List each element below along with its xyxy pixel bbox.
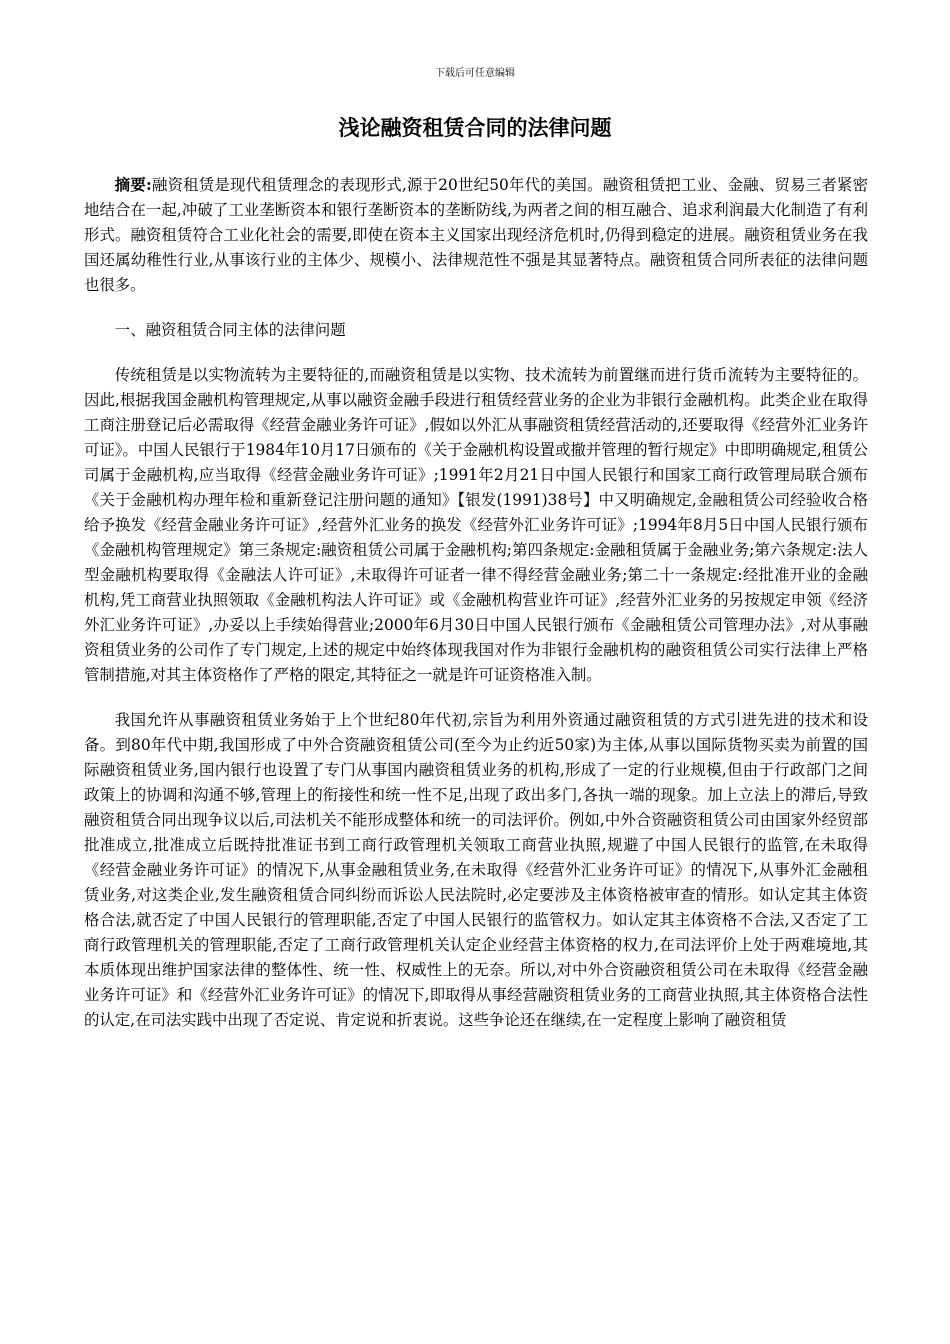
abstract-label: 摘要:	[114, 176, 152, 194]
section-heading: 一、融资租赁合同主体的法律问题	[114, 321, 346, 339]
document-body	[84, 173, 868, 1033]
header-note: 下载后可任意编辑	[435, 68, 515, 79]
abstract-paragraph	[84, 173, 868, 298]
document-title: 浅论融资租赁合同的法律问题	[338, 115, 612, 140]
body-paragraph-2: 我国允许从事融资租赁业务始于上个世纪80年代初,宗旨为利用外资通过融资租赁的方式引进先进的技术和设备。到80年代中期,我国形成了中外合资融资租赁公司(至今为止约近50家)为主体,从事以国际货物买卖为前置的国际融资租赁业务,国内银行也设置了专门从事国内融资租赁业务的机构,形成了一定的行业规模,但由于行政部门之间政策上的协调和沟通不够,管理上的衔接性和统一性不足,出现了政出多门,各执一端的现象。加上立法上的滞后,导致融资租赁合同出现争议以后,司法机关不能形成整体和统一的司法评价。例如,中外合资融资租赁公司由国家外经贸部批准成立,批准成立后既持批准证书到工商行政管理机关领取工商营业执照,规避了中国人民银行的监管,在未取得《经营金融业务许可证》的情况下,从事金融租赁业务,在未取得《经营外汇业务许可证》的情况下,从事外汇金融租赁业务,对这类企业,发生融资租赁合同纠纷而诉讼人民法院时,必定要涉及主体资格被审查的情形。如认定其主体资格合法,就否定了中国人民银行的管理职能,否定了中国人民银行的监管权力。如认定其主体资格不合法,又否定了工商行政管理机关的管理职能,否定了工商行政管理机关认定企业经营主体资格的权力,在司法评价上处于两难境地,其本质体现出维护国家法律的整体性、统一性、权威性上的无奈。所以,对中外合资融资租赁公司在未取得《经营金融业务许可证》和《经营外汇业务许可证》的情况下,即取得从事经营融资租赁业务的工商营业执照,其主体资格合法性的认定,在司法实践中出现了否定说、肯定说和折衷说。这些争论还在继续,在一定程度上影响了融资租赁	[84, 711, 868, 1029]
abstract-text: 融资租赁是现代租赁理念的表现形式,源于20世纪50年代的美国。融资租赁把工业、金融、贸易三者紧密地结合在一起,冲破了工业垄断资本和银行垄断资本的垄断防线,为两者之间的相互融合、追求利润最大化制造了有利形式。融资租赁符合工业化社会的需要,即使在资本主义国家出现经济危机时,仍得到稳定的进展。融资租赁业务在我国还属幼稚性行业,从事该行业的主体少、规模小、法律规范性不强是其显著特点。融资租赁合同所表征的法律问题也很多。	[84, 176, 868, 294]
body-paragraph-1: 传统租赁是以实物流转为主要特征的,而融资租赁是以实物、技术流转为前置继而进行货币流转为主要特征的。因此,根据我国金融机构管理规定,从事以融资金融手段进行租赁经营业务的企业为非银行金融机构。此类企业在取得工商注册登记后必需取得《经营金融业务许可证》,假如以外汇从事融资租赁经营活动的,还要取得《经营外汇业务许可证》。中国人民银行于1984年10月17日颁布的《关于金融机构设置或撤并管理的暂行规定》中即明确规定,租赁公司属于金融机构,应当取得《经营金融业务许可证》;1991年2月21日中国人民银行和国家工商行政管理局联合颁布《关于金融机构办理年检和重新登记注册问题的通知》【银发(1991)38号】中又明确规定,金融租赁公司经验收合格给予换发《经营金融业务许可证》,经营外汇业务的换发《经营外汇业务许可证》;1994年8月5日中国人民银行颁布《金融机构管理规定》第三条规定:融资租赁公司属于金融机构;第四条规定:金融租赁属于金融业务;第六条规定:法人型金融机构要取得《金融法人许可证》,未取得许可证者一律不得经营金融业务;第二十一条规定:经批准开业的金融机构,凭工商营业执照领取《金融机构法人许可证》或《金融机构营业许可证》,经营外汇业务的另按规定申领《经济外汇业务许可证》,办妥以上手续始得营业;2000年6月30日中国人民银行颁布《金融租赁公司管理办法》,对从事融资租赁业务的公司作了专门规定,上述的规定中始终体现我国对作为非银行金融机构的融资租赁公司实行法律上严格管制措施,对其主体资格作了严格的限定,其特征之一就是许可证资格准入制。	[84, 366, 868, 684]
